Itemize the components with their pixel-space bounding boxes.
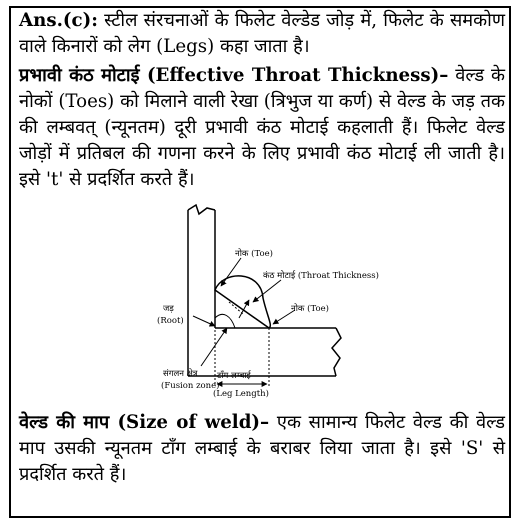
- weld-profile: [215, 276, 270, 328]
- answer-text: स्टील संरचनाओं के फिलेट वेल्डेड जोड़ में, फिलेट के समकोण वाले किनारों को लेग (Legs) कहा जाता है।: [19, 10, 505, 57]
- weld-size-text: एक सामान्य फिलेट वेल्ड की वेल्ड माप उसकी न्यूनतम टाँग लम्बाई के बराबर लिया जाता है। इसे 'S' से प्रदर्शित करते हैं।: [19, 412, 505, 485]
- leader-fusion: [201, 328, 227, 366]
- leader-root: [193, 316, 215, 326]
- answer-label: Ans.(c):: [19, 10, 98, 31]
- label-toe-top: नोक (Toe): [235, 249, 273, 259]
- vertical-plate: [188, 205, 215, 376]
- throat-paragraph: [19, 63, 505, 193]
- leader-toe-top: [221, 258, 241, 286]
- answer-box: [9, 6, 511, 518]
- label-fusion-en: (Fusion zone): [161, 381, 220, 391]
- label-root-en: (Root): [157, 316, 184, 326]
- throat-text: वेल्ड के नोकों (Toes) को मिलाने वाली रेखा (त्रिभुज या कर्ण) से वेल्ड के जड़ तक की लम्बवत् (न्यूनतम) दूरी प्रभावी कंठ मोटाई कहलाती हैं। फिलेट वेल्ड जोड़ों में प्रतिबल की गणना करने के लिए प्रभावी कंठ मोटाई ली जाती है। इसे 't' से प्रदर्शित करते हैं।: [19, 65, 506, 190]
- label-leg-en: (Leg Length): [213, 389, 269, 399]
- fusion-zone-curve: [215, 314, 235, 328]
- throat-arrow: [239, 300, 249, 318]
- label-throat-thickness: कंठ मोटाई (Throat Thickness): [263, 271, 379, 281]
- weld-size-heading: वेल्ड की माप (Size of weld)–: [19, 412, 270, 433]
- label-fusion-hi: संगलन क्षेत्र: [163, 369, 198, 379]
- answer-paragraph: [19, 8, 505, 60]
- label-toe-right: नोक (Toe): [291, 304, 329, 314]
- label-root-hi: जड़: [163, 304, 174, 314]
- fillet-weld-diagram: [131, 198, 391, 408]
- throat-heading: प्रभावी कंठ मोटाई (Effective Throat Thickness)–: [19, 65, 449, 86]
- weld-size-paragraph: [19, 410, 505, 488]
- label-leg-hi: टाँग लम्बाई: [217, 371, 251, 381]
